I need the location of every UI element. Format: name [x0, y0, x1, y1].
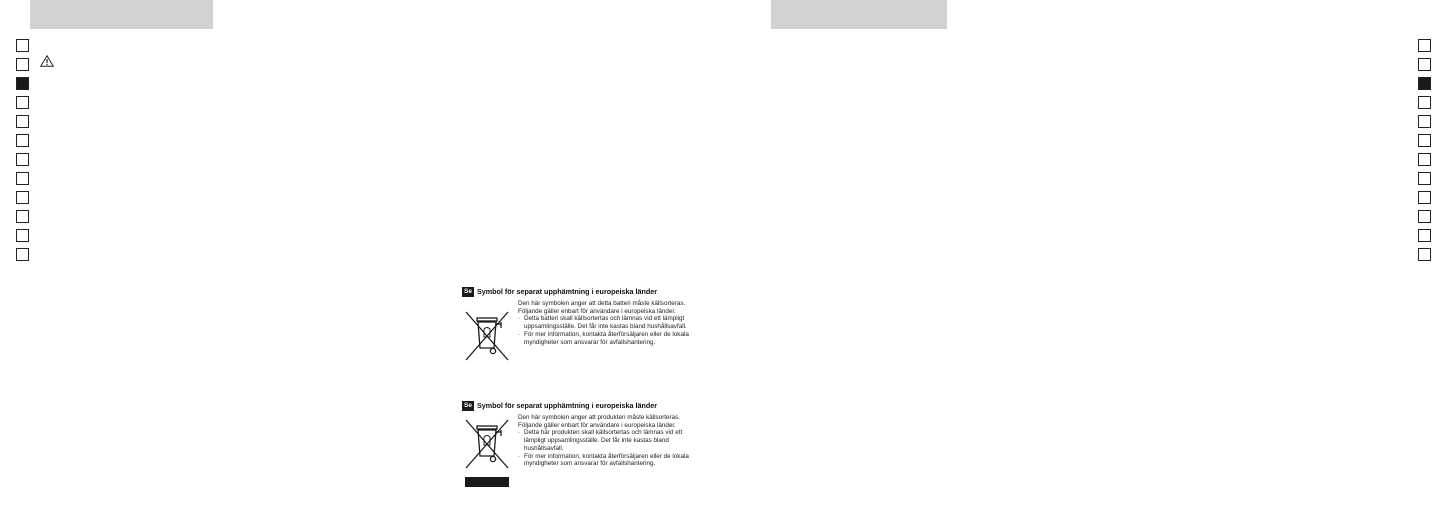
weee-notice-battery [462, 286, 694, 364]
tab-marker [16, 229, 29, 242]
notice-title: Symbol för separat upphämtning i europeiska länder [476, 401, 658, 410]
tab-marker [16, 210, 29, 223]
left-tab-column [16, 39, 29, 267]
tab-marker [1418, 134, 1431, 147]
notice-body [518, 414, 690, 487]
notice-bullet: · Detta här produkten skall källsortertas och lämnas vid ett lämpligt uppsamlingsställe. Det får inte kastas bland hushållsavfall. [518, 429, 690, 452]
tab-marker [16, 39, 29, 52]
notice-title-row [462, 286, 694, 297]
notice-body [518, 300, 690, 364]
tab-marker [1418, 58, 1431, 71]
warning-triangle-icon [40, 55, 54, 67]
weee-notice-product [462, 400, 694, 487]
tab-marker [16, 191, 29, 204]
left-page-header-bar [30, 0, 213, 29]
tab-marker [16, 58, 29, 71]
notice-bullet: · För mer information, kontakta återförsäljaren eller de lokala myndigheter som ansvarar för avfallshantering. [518, 331, 690, 346]
language-badge: Se [464, 401, 472, 409]
tab-marker [16, 172, 29, 185]
tab-marker [1418, 115, 1431, 128]
notice-title-row [462, 400, 694, 411]
tab-marker [16, 248, 29, 261]
notice-intro: Den här symbolen anger att detta batteri måste källsorteras. [518, 300, 686, 307]
notice-applies: Följande gäller enbart för användare i europeiska länder. [518, 421, 676, 429]
right-tab-column [1418, 39, 1431, 267]
notice-applies: Följande gäller enbart för användare i europeiska länder. [518, 307, 676, 315]
tab-marker [1418, 248, 1431, 261]
tab-marker [1418, 172, 1431, 185]
tab-marker [1418, 229, 1431, 242]
tab-marker [16, 115, 29, 128]
tab-marker [1418, 191, 1431, 204]
tab-marker [1418, 153, 1431, 166]
crossed-out-wheelie-bin-icon [462, 308, 512, 364]
tab-marker [1418, 96, 1431, 109]
language-badge: Se [464, 287, 472, 295]
notice-bullets [518, 315, 690, 346]
notice-intro: Den här symbolen anger att produkten måste källsorteras. [518, 414, 681, 421]
crossed-out-wheelie-bin-icon [462, 416, 512, 472]
notice-bullet: · Detta batteri skall källsortertas och lämnas vid ett lämpligt uppsamlingsställe. Det får inte kastas bland hushållsavfall. [518, 315, 690, 330]
tab-marker-active [1418, 77, 1431, 90]
tab-marker [1418, 39, 1431, 52]
solid-bar-mark [465, 477, 509, 487]
tab-marker [16, 134, 29, 147]
right-page-header-bar [771, 0, 947, 29]
notice-title: Symbol för separat upphämtning i europeiska länder [476, 287, 658, 296]
notice-bullets [518, 429, 690, 468]
notice-bullet: · För mer information, kontakta återförsäljaren eller de lokala myndigheter som ansvarar för avfallshantering. [518, 453, 690, 468]
tab-marker [16, 96, 29, 109]
tab-marker-active [16, 77, 29, 90]
tab-marker [1418, 210, 1431, 223]
tab-marker [16, 153, 29, 166]
